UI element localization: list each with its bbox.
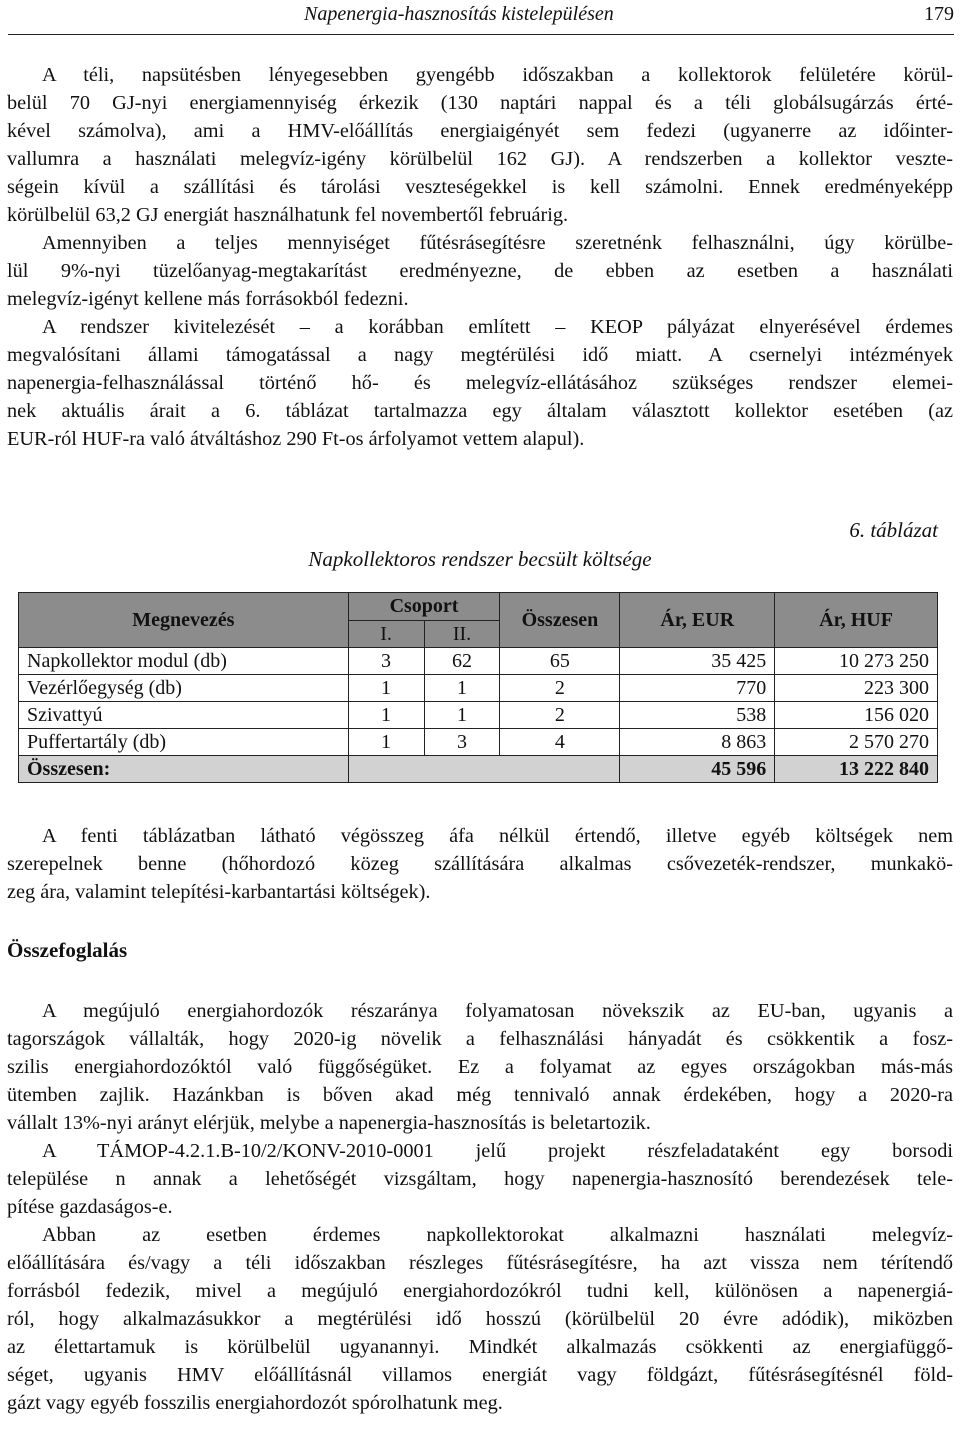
- cell-group-i: 3: [348, 648, 424, 675]
- column-header-group-ii: II.: [424, 620, 500, 648]
- paragraph-line: A megújuló energiahordozók részaránya folyamatosan növekszik az EU-ban, ugyanis a: [42, 1000, 953, 1022]
- paragraph-line: forrásból fedezik, mivel a megújuló energiahordozókról tudni kell, különösen a napenergiá-: [7, 1280, 953, 1302]
- page-number: 179: [924, 3, 954, 25]
- cell-total: 2: [500, 702, 620, 729]
- cell-total-huf: 13 222 840: [775, 756, 938, 783]
- cell-group-ii: 1: [424, 702, 500, 729]
- page-header: [8, 2, 954, 35]
- column-header-total: Összesen: [500, 593, 620, 648]
- cell-eur: 35 425: [620, 648, 775, 675]
- cell-eur: 538: [620, 702, 775, 729]
- table-caption: Napkollektoros rendszer becsült költsége: [308, 547, 652, 571]
- cell-group-ii: 1: [424, 675, 500, 702]
- cell-group-ii: 3: [424, 729, 500, 756]
- cell-group-i: 1: [348, 675, 424, 702]
- cell-name: Szivattyú: [19, 702, 349, 729]
- cell-name: Vezérlőegység (db): [19, 675, 349, 702]
- table-total-row: [19, 756, 938, 783]
- table-row: [19, 729, 938, 756]
- paragraph-line: szerepelnek benne (hőhordozó közeg szállítására alkalmas csővezeték-rendszer, munkakö-: [7, 853, 953, 875]
- paragraph-line: előállítására és/vagy a téli időszakban részleges fűtésrásegítésre, ha azt vissza nem térítendő: [7, 1252, 953, 1274]
- table-row: [19, 648, 938, 675]
- paragraph-line: települése n annak a lehetőségét vizsgáltam, hogy napenergia-hasznosító berendezések tele-: [7, 1168, 953, 1190]
- column-header-group: Csoport: [348, 593, 500, 621]
- paragraph-line: vállalt 13%-nyi arányt elérjük, melybe a napenergia-hasznosítás is beletartozik.: [7, 1112, 651, 1134]
- paragraph-line: ségein kívül a szállítási és tárolási veszteségekkel is kell számolni. Ennek eredményeképp: [7, 176, 953, 198]
- paragraph-line: zeg ára, valamint telepítési-karbantartási költségek).: [7, 881, 431, 903]
- paragraph-line: lül 9%-nyi tüzelőanyag-megtakarítást eredményezne, de ebben az esetben a használati: [7, 260, 953, 282]
- paragraph-line: az élettartamuk is körülbelül ugyanannyi. Mindkét alkalmazás csökkenti az energiafüggő-: [7, 1336, 953, 1358]
- paragraph-line: Abban az esetben érdemes napkollektorokat alkalmazni használati melegvíz-: [42, 1224, 953, 1246]
- paragraph-line: EUR-ról HUF-ra való átváltáshoz 290 Ft-os árfolyamot vettem alapul).: [7, 428, 585, 450]
- cell-name: Napkollektor modul (db): [19, 648, 349, 675]
- paragraph-line: szilis energiahordozóktól való függőségüket. Ez a folyamat az egyes országokban más-más: [7, 1056, 953, 1078]
- cell-huf: 223 300: [775, 675, 938, 702]
- paragraph-line: nek aktuális árait a 6. táblázat tartalmazza egy általam választott kollektor esetében (az: [7, 400, 953, 422]
- paragraph-line: séget, ugyanis HMV előállításnál villamos energiát vagy földgázt, fűtésrásegítésnél föld-: [7, 1364, 953, 1386]
- paragraph-line: A rendszer kivitelezését – a korábban említett – KEOP pályázat elnyerésével érdemes: [42, 316, 953, 338]
- cell-name: Puffertartály (db): [19, 729, 349, 756]
- table-number: 6. táblázat: [849, 518, 938, 542]
- paragraph-line: ütemben zajlik. Hazánkban is bőven akad még tennivaló annak érdekében, hogy a 2020-ra: [7, 1084, 953, 1106]
- paragraph-line: napenergia-felhasználással történő hő- és melegvíz-ellátásához szükséges rendszer elemei-: [7, 372, 953, 394]
- paragraph-line: A fenti táblázatban látható végösszeg áfa nélkül értendő, illetve egyéb költségek nem: [42, 825, 953, 847]
- paragraph-line: Amennyiben a teljes mennyiséget fűtésrásegítésre szeretnénk felhasználni, úgy körülbe-: [42, 232, 953, 254]
- paragraph-line: megvalósítani állami támogatással a nagy megtérülési idő miatt. A csernelyi intézmények: [7, 344, 953, 366]
- cell-total: 2: [500, 675, 620, 702]
- cell-huf: 10 273 250: [775, 648, 938, 675]
- table-row: [19, 702, 938, 729]
- cell-group-ii: 62: [424, 648, 500, 675]
- cell-total-label: Összesen:: [19, 756, 349, 783]
- cell-group-i: 1: [348, 702, 424, 729]
- paragraph-line: gázt vagy egyéb fosszilis energiahordozót spórolhatunk meg.: [7, 1392, 503, 1414]
- cell-eur: 770: [620, 675, 775, 702]
- paragraph-line: melegvíz-igényt kellene más forrásokból fedezni.: [7, 288, 409, 310]
- column-header-name: Megnevezés: [19, 593, 349, 648]
- paragraph-line: kével számolva), ami a HMV-előállítás energiaigényét sem fedezi (ugyanerre az időinter-: [7, 120, 953, 142]
- cell-total: 65: [500, 648, 620, 675]
- cell-huf: 2 570 270: [775, 729, 938, 756]
- paragraph-line: vallumra a használati melegvíz-igény körülbelül 162 GJ). A rendszerben a kollektor veszte-: [7, 148, 953, 170]
- paragraph-line: tagországok vállalták, hogy 2020-ig növelik a felhasználási hányadát és csökkentik a fosz-: [7, 1028, 953, 1050]
- paragraph-line: körülbelül 63,2 GJ energiát használhatunk fel novembertől februárig.: [7, 204, 569, 226]
- paragraph-line: belül 70 GJ-nyi energiamennyiség érkezik (130 naptári nappal és a téli globálsugárzás érté-: [7, 92, 953, 114]
- table-row: [19, 675, 938, 702]
- paragraph-line: ról, hogy alkalmazásukkor a megtérülési idő hosszú (körülbelül 20 évre adódik), miközben: [7, 1308, 953, 1330]
- column-header-eur: Ár, EUR: [620, 593, 775, 648]
- cell-total-eur: 45 596: [620, 756, 775, 783]
- running-title: Napenergia-hasznosítás kistelepülésen: [304, 3, 614, 25]
- column-header-group-i: I.: [348, 620, 424, 648]
- paragraph-line: A TÁMOP-4.2.1.B-10/2/KONV-2010-0001 jelű projekt részfeladataként egy borsodi: [42, 1140, 953, 1162]
- paragraph-line: pítése gazdaságos-e.: [7, 1196, 173, 1218]
- cell-eur: 8 863: [620, 729, 775, 756]
- column-header-huf: Ár, HUF: [775, 593, 938, 648]
- cell-huf: 156 020: [775, 702, 938, 729]
- section-heading: Összefoglalás: [7, 938, 128, 962]
- paragraph-line: A téli, napsütésben lényegesebben gyengébb időszakban a kollektorok felületére körül-: [42, 64, 953, 86]
- cell-group-i: 1: [348, 729, 424, 756]
- cell-total: 4: [500, 729, 620, 756]
- cost-table: [18, 592, 938, 783]
